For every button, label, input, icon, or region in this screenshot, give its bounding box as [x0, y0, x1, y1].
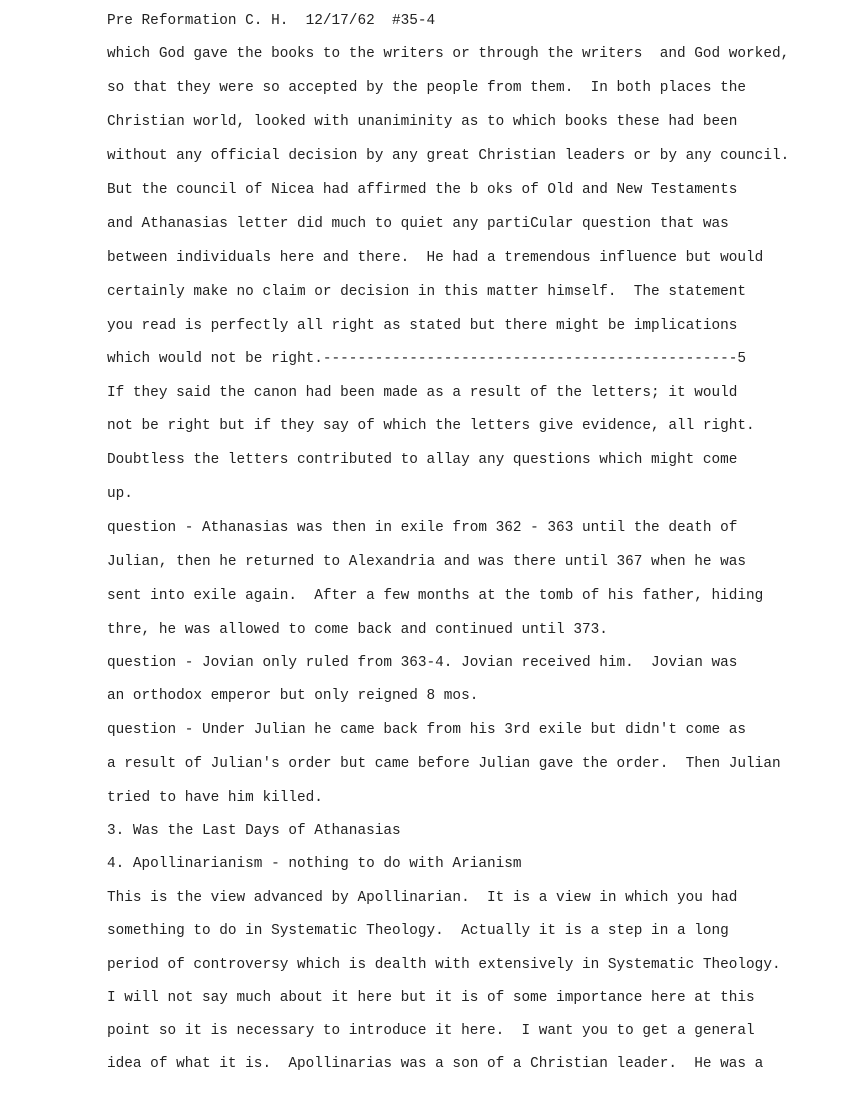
text-line: Christian world, looked with unaniminity as to which books these had been [107, 114, 738, 130]
text-line: 3. Was the Last Days of Athanasias [107, 823, 401, 839]
page-header: Pre Reformation C. H. 12/17/62 #35-4 [107, 13, 436, 29]
text-line: Julian, then he returned to Alexandria and was there until 367 when he was [107, 554, 747, 570]
text-line: certainly make no claim or decision in this matter himself. The statement [107, 284, 747, 300]
text-line: up. [107, 486, 133, 502]
text-line: an orthodox emperor but only reigned 8 mos. [107, 688, 479, 704]
text-line: sent into exile again. After a few months at the tomb of his father, hiding [107, 588, 764, 604]
text-line: between individuals here and there. He had a tremendous influence but would [107, 250, 764, 266]
text-line: which God gave the books to the writers or through the writers and God worked, [107, 46, 790, 62]
text-line: not be right but if they say of which the letters give evidence, all right. [107, 418, 755, 434]
text-line: But the council of Nicea had affirmed the b oks of Old and New Testaments [107, 182, 738, 198]
text-line: tried to have him killed. [107, 790, 323, 806]
text-line: I will not say much about it here but it is of some importance here at this [107, 990, 755, 1006]
text-line: without any official decision by any great Christian leaders or by any council. [107, 148, 790, 164]
text-line: idea of what it is. Apollinarias was a son of a Christian leader. He was a [107, 1056, 764, 1072]
text-line: so that they were so accepted by the people from them. In both places the [107, 80, 747, 96]
text-line: and Athanasias letter did much to quiet any partiCular question that was [107, 216, 729, 232]
text-line: question - Under Julian he came back from his 3rd exile but didn't come as [107, 722, 747, 738]
text-line: If they said the canon had been made as a result of the letters; it would [107, 385, 738, 401]
text-line: 4. Apollinarianism - nothing to do with Arianism [107, 856, 522, 872]
text-line: This is the view advanced by Apollinarian. It is a view in which you had [107, 890, 738, 906]
text-line: a result of Julian's order but came before Julian gave the order. Then Julian [107, 756, 781, 772]
text-line: question - Athanasias was then in exile from 362 - 363 until the death of [107, 520, 738, 536]
text-line: something to do in Systematic Theology. Actually it is a step in a long [107, 923, 729, 939]
text-line: point so it is necessary to introduce it here. I want you to get a general [107, 1023, 755, 1039]
text-line: period of controversy which is dealth with extensively in Systematic Theology. [107, 957, 781, 973]
text-line: thre, he was allowed to come back and continued until 373. [107, 622, 608, 638]
text-line: which would not be right.------------------------------------------------5 [107, 351, 747, 367]
text-line: you read is perfectly all right as stated but there might be implications [107, 318, 738, 334]
text-line: Doubtless the letters contributed to allay any questions which might come [107, 452, 738, 468]
text-line: question - Jovian only ruled from 363-4. Jovian received him. Jovian was [107, 655, 738, 671]
